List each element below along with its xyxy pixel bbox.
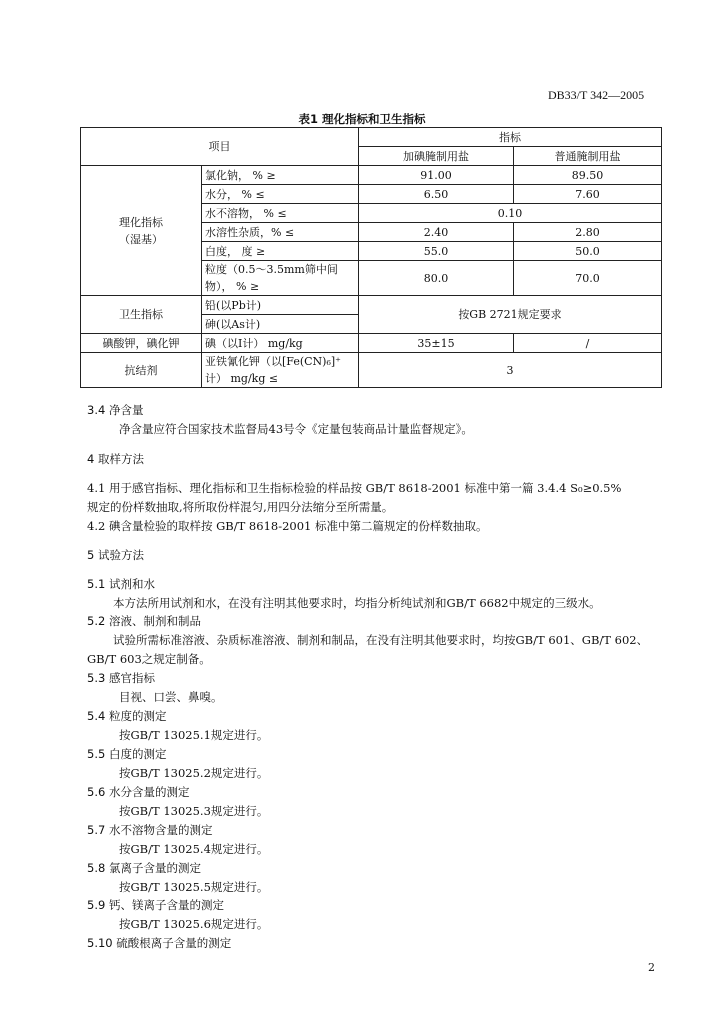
row-item: 水溶性杂质，% ≤ xyxy=(202,223,359,242)
section-5-5-title: 5.5 白度的测定 xyxy=(87,747,167,761)
spec-table xyxy=(80,127,662,388)
document-code: DB33/T 342—2005 xyxy=(548,88,645,102)
row-item: 水不溶物， % ≤ xyxy=(202,204,359,223)
section-5-2-line2: GB/T 603之规定制备。 xyxy=(87,652,211,666)
section-5-6-title: 5.6 水分含量的测定 xyxy=(87,785,190,799)
header-iodized: 加碘腌制用盐 xyxy=(359,147,514,166)
group-physchem-label: 理化指标 xyxy=(119,215,163,229)
row-value-ordinary: / xyxy=(514,334,662,353)
row-item-line1: 粒度（0.5～3.5mm筛中间 xyxy=(205,263,338,276)
section-5-4-text: 按GB/T 13025.1规定进行。 xyxy=(119,728,269,742)
row-value-iodized: 55.0 xyxy=(359,242,514,261)
section-5-2-line1: 试验所需标准溶液、杂质标准溶液、制剂和制品，在没有注明其他要求时，均按GB/T 601、GB/T 602、 xyxy=(113,633,649,647)
row-value-iodized: 6.50 xyxy=(359,185,514,204)
table-title: 表1 理化指标和卫生指标 xyxy=(298,112,426,126)
section-5-8-title: 5.8 氯离子含量的测定 xyxy=(87,861,201,875)
section-5-7-text: 按GB/T 13025.4规定进行。 xyxy=(119,842,269,856)
section-5-9-title: 5.9 钙、镁离子含量的测定 xyxy=(87,898,224,912)
table-row xyxy=(81,353,662,388)
section-5-7-title: 5.7 水不溶物含量的测定 xyxy=(87,823,213,837)
row-value-ordinary: 70.0 xyxy=(514,261,662,296)
section-5-9-text: 按GB/T 13025.6规定进行。 xyxy=(119,917,269,931)
row-item: 水分， % ≤ xyxy=(202,185,359,204)
row-value-iodized: 2.40 xyxy=(359,223,514,242)
row-item xyxy=(202,261,359,296)
section-4-1-line2: 规定的份样数抽取,将所取份样混匀,用四分法缩分至所需量。 xyxy=(87,500,394,514)
row-value-shared: 按GB 2721规定要求 xyxy=(359,296,662,334)
header-ordinary: 普通腌制用盐 xyxy=(514,147,662,166)
row-item-line1: 亚铁氰化钾（以[Fe(CN)₆]⁺ xyxy=(205,355,341,368)
row-value-ordinary: 89.50 xyxy=(514,166,662,185)
group-anticaking: 抗结剂 xyxy=(81,353,202,388)
row-item-line2: 计） mg/kg ≤ xyxy=(205,372,279,385)
row-value-ordinary: 50.0 xyxy=(514,242,662,261)
row-value-ordinary: 2.80 xyxy=(514,223,662,242)
section-5-6-text: 按GB/T 13025.3规定进行。 xyxy=(119,804,269,818)
section-5-3-title: 5.3 感官指标 xyxy=(87,671,155,685)
section-5-1-title: 5.1 试剂和水 xyxy=(87,577,155,591)
row-item xyxy=(202,353,359,388)
section-4-title: 4 取样方法 xyxy=(87,452,144,466)
section-4-1-line1: 4.1 用于感官指标、理化指标和卫生指标检验的样品按 GB/T 8618-2001 标准中第一篇 3.4.4 S₀≥0.5% xyxy=(87,481,622,495)
section-3-4-title: 3.4 净含量 xyxy=(87,403,144,417)
header-item: 项目 xyxy=(81,128,359,166)
section-5-8-text: 按GB/T 13025.5规定进行。 xyxy=(119,880,269,894)
group-physchem-sub: （湿基） xyxy=(119,232,163,246)
row-item-line2: 物）， % ≥ xyxy=(205,280,260,293)
row-value-iodized: 80.0 xyxy=(359,261,514,296)
row-item: 氯化钠， % ≥ xyxy=(202,166,359,185)
group-physchem xyxy=(81,166,202,296)
section-3-4-text: 净含量应符合国家技术监督局43号令《定量包装商品计量监督规定》。 xyxy=(119,422,473,436)
row-item: 铅(以Pb计) xyxy=(202,296,359,315)
row-value-ordinary: 7.60 xyxy=(514,185,662,204)
section-5-2-title: 5.2 溶液、制剂和制品 xyxy=(87,614,201,628)
section-5-5-text: 按GB/T 13025.2规定进行。 xyxy=(119,766,269,780)
table-row xyxy=(81,334,662,353)
table-header-row xyxy=(81,128,662,147)
table-row xyxy=(81,166,662,185)
section-5-title: 5 试验方法 xyxy=(87,548,144,562)
section-4-2: 4.2 碘含量检验的取样按 GB/T 8618-2001 标准中第二篇规定的份样数抽取。 xyxy=(87,519,488,533)
section-5-4-title: 5.4 粒度的测定 xyxy=(87,709,167,723)
row-value-iodized: 91.00 xyxy=(359,166,514,185)
row-value-shared: 3 xyxy=(359,353,662,388)
row-item: 白度， 度 ≥ xyxy=(202,242,359,261)
section-5-1-text: 本方法所用试剂和水，在没有注明其他要求时，均指分析纯试剂和GB/T 6682中规定的三级水。 xyxy=(113,596,601,610)
group-hygiene: 卫生指标 xyxy=(81,296,202,334)
row-value-iodized: 35±15 xyxy=(359,334,514,353)
row-value-shared: 0.10 xyxy=(359,204,662,223)
row-item: 砷(以As计) xyxy=(202,315,359,334)
row-item: 碘（以I计） mg/kg xyxy=(202,334,359,353)
section-5-10-title: 5.10 硫酸根离子含量的测定 xyxy=(87,936,232,950)
header-index: 指标 xyxy=(359,128,662,147)
page-number: 2 xyxy=(648,961,655,974)
group-iodate: 碘酸钾，碘化钾 xyxy=(81,334,202,353)
section-5-3-text: 目视、口尝、鼻嗅。 xyxy=(119,690,223,704)
table-row xyxy=(81,296,662,315)
